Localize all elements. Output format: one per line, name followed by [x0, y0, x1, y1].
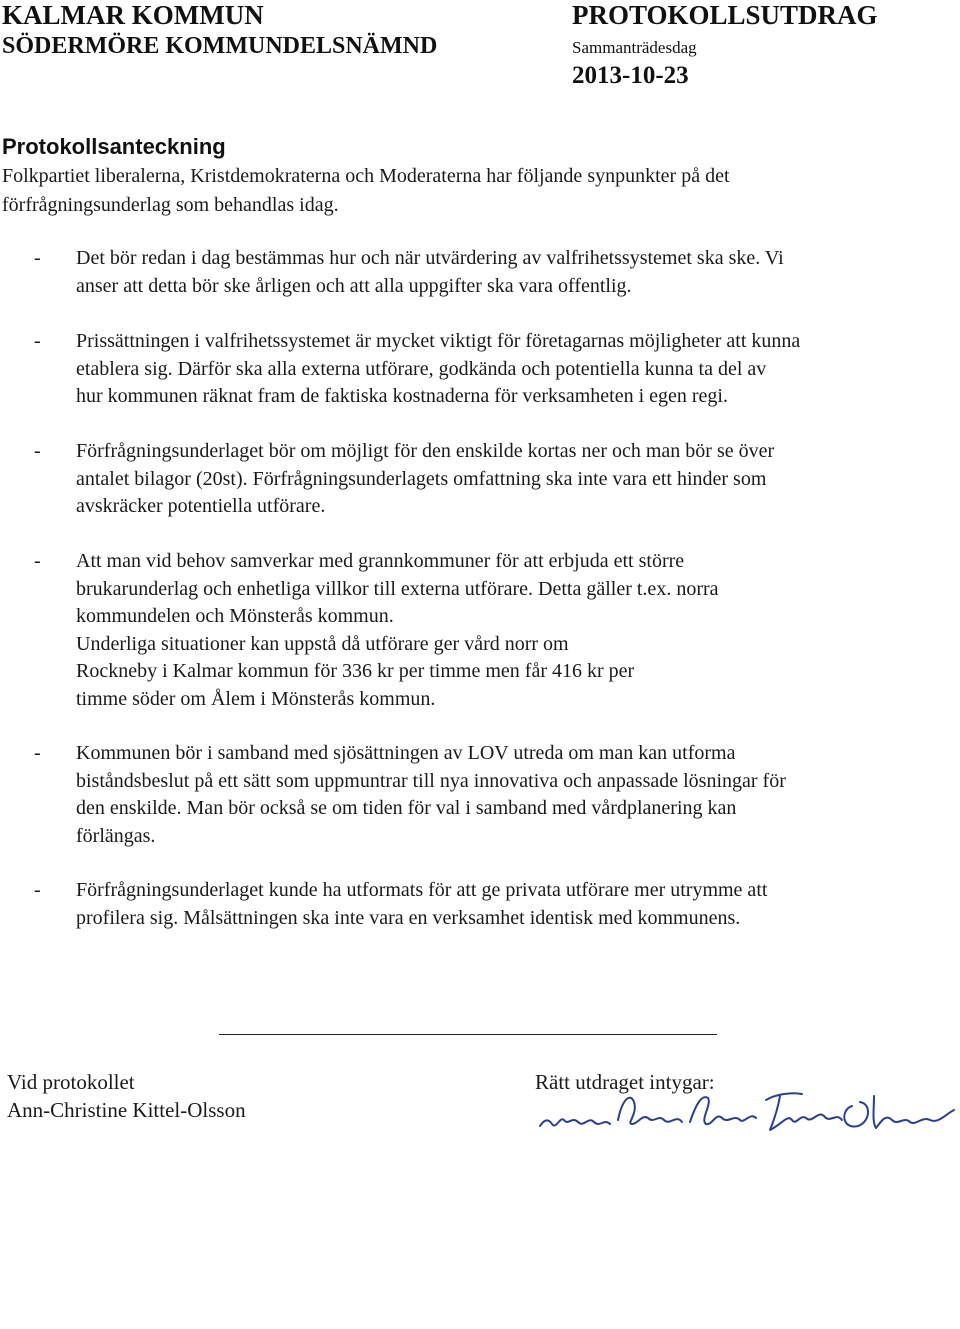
text-line: Förfrågningsunderlaget bör om möjligt för den enskilde kortas ner och man bör se över — [76, 440, 775, 462]
text-line: Underliga situationer kan uppstå då utförare ger vård norr om — [76, 632, 569, 655]
text-line: Att man vid behov samverkar med grannkommuner för att erbjuda ett större — [76, 550, 685, 572]
text-line: förlängas. — [76, 824, 156, 847]
secretary-name: Ann-Christine Kittel-Olsson — [7, 1098, 246, 1122]
list-item-text — [76, 740, 786, 850]
text-line: avskräcker potentiella utförare. — [76, 495, 326, 517]
meeting-date: 2013-10-23 — [572, 62, 689, 89]
text-line: Förfrågningsunderlaget kunde ha utformats för att ge privata utförare mer utrymme att — [76, 879, 768, 901]
text-line: biståndsbeslut på ett sätt som uppmuntrar till nya innovativa och anpassade lösningar för — [76, 769, 786, 792]
document-type-title: PROTOKOLLSUTDRAG — [572, 0, 878, 30]
list-item-text — [76, 548, 719, 713]
text-line: hur kommunen räknat fram de faktiska kostnaderna för verksamheten i egen regi. — [76, 385, 728, 407]
text-line: Prissättningen i valfrihetssystemet är mycket viktigt för företagarnas möjligheter att kunna — [76, 330, 801, 352]
handwritten-signature — [530, 1080, 960, 1140]
list-item-text — [76, 328, 800, 411]
text-line: den enskilde. Man bör också se om tiden för val i samband med vårdplanering kan — [76, 797, 737, 819]
municipality-name: KALMAR KOMMUN — [2, 0, 264, 30]
signature-divider — [219, 1034, 717, 1035]
committee-name: SÖDERMÖRE KOMMUNDELSNÄMND — [2, 33, 438, 59]
text-line: Rockneby i Kalmar kommun för 336 kr per timme men får 416 kr per — [76, 660, 635, 682]
bullet-dash: - — [34, 879, 41, 901]
text-line: Det bör redan i dag bestämmas hur och när utvärdering av valfrihetssystemet ska ske. Vi — [76, 247, 784, 269]
text-line: kommundelen och Mönsterås kommun. — [76, 605, 394, 627]
bullet-dash: - — [34, 330, 41, 352]
text-line: antalet bilagor (20st). Förfrågningsunderlagets omfattning ska inte vara ett hinder som — [76, 467, 767, 490]
certification-label: Rätt utdraget intygar: — [535, 1070, 715, 1094]
text-line: timme söder om Ålem i Mönsterås kommun. — [76, 687, 436, 710]
text-line: profilera sig. Målsättningen ska inte vara en verksamhet identisk med kommunens. — [76, 906, 741, 929]
bullet-dash: - — [34, 247, 41, 269]
list-item-text — [76, 438, 774, 521]
bullet-dash: - — [34, 550, 41, 572]
list-item-text — [76, 245, 784, 300]
bullet-dash: - — [34, 440, 41, 462]
section-heading: Protokollsanteckning — [2, 134, 226, 159]
meeting-date-label: Sammanträdesdag — [572, 38, 697, 57]
intro-line: förfrågningsunderlag som behandlas idag. — [2, 194, 339, 216]
minutes-taker-block — [7, 1068, 246, 1124]
text-line: etablera sig. Därför ska alla externa utförare, godkända och potentiella kunna ta del av — [76, 357, 767, 380]
intro-line: Folkpartiet liberalerna, Kristdemokraterna och Moderaterna har följande synpunkter på det — [2, 165, 730, 187]
vid-protokollet-label: Vid protokollet — [7, 1070, 135, 1094]
text-line: brukarunderlag och enhetliga villkor till externa utförare. Detta gäller t.ex. norra — [76, 577, 719, 600]
text-line: Kommunen bör i samband med sjösättningen av LOV utreda om man kan utforma — [76, 742, 736, 764]
text-line: anser att detta bör ske årligen och att alla uppgifter ska vara offentlig. — [76, 274, 632, 297]
list-item-text — [76, 877, 767, 932]
bullet-dash: - — [34, 742, 41, 764]
